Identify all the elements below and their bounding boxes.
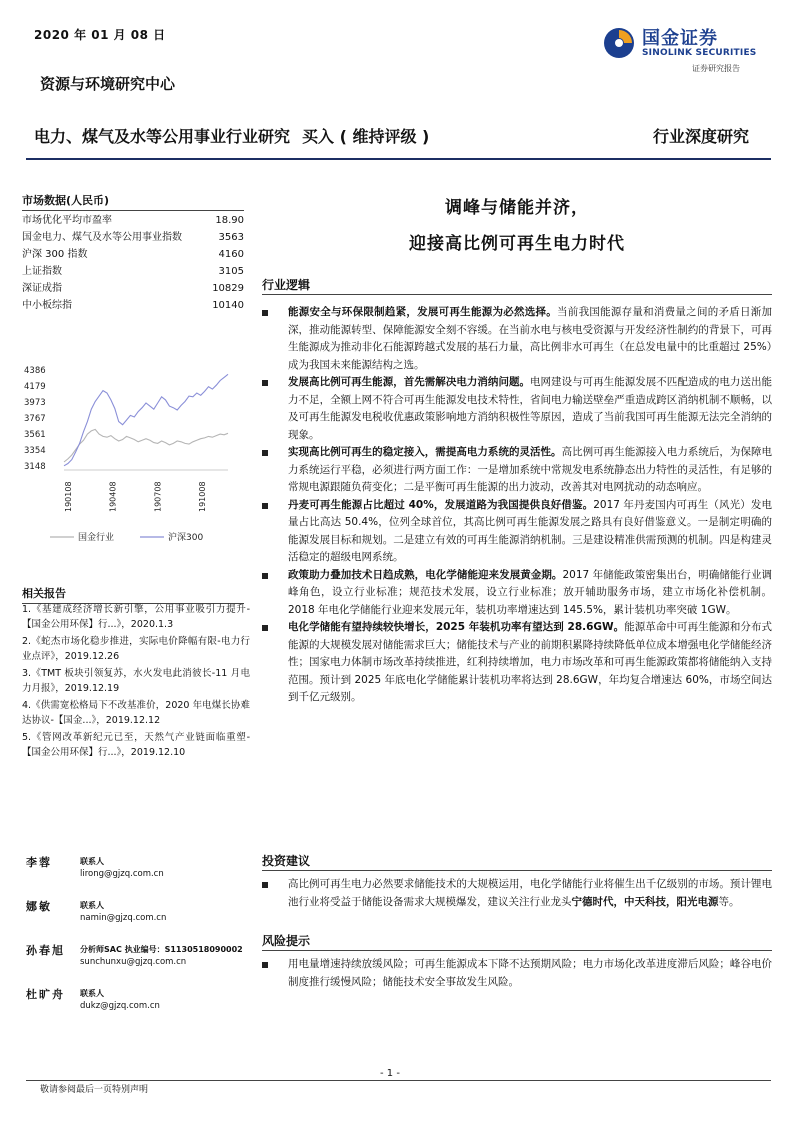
series-line-hs300 [64,374,228,466]
header-divider [26,158,771,160]
related-reports-list [22,602,250,762]
report-date: 2020 年 01 月 08 日 [34,28,166,42]
market-value: 3105 [218,266,244,277]
market-row [22,213,244,228]
analyst-entry [22,986,262,1030]
bullet-text: 高比例可再生能源接入电力系统后，为保障电力系统运行平稳，必须进行两方面工作：一是增加系统中常规发电系统静态出力特性的灵活性，有足够的常规电源跟随负荷变化；二是平衡可再生能源的出力波动，改善其对电网扰动的动态响应。 [288,446,772,493]
y-tick-label: 3561 [24,430,46,440]
related-report-item[interactable]: 5.《管网改革新纪元已至，天然气产业链面临重塑-【国金公用环保】行...》，2019.12.10 [22,732,250,758]
bullet-text: 2017 年丹麦国内可再生（风光）发电量占比高达 50.4%，位列全球首位，其高比例可再生能源发展之路具有良好借鉴意义。一是制定明确的能源发展目标和规划。二是建立有效的可再生能源消纳机制。三是建设精准供需预测的机制。四是构建灵活稳定的超级电网系统。 [288,498,772,563]
market-label: 中小板综指 [22,300,72,311]
bullet-square-icon [262,310,268,316]
market-label: 国金电力、煤气及水等公用事业指数 [22,232,182,243]
section-divider [262,870,772,871]
bullet-text: 电网建设与可再生能源发展不匹配造成的电力送出能力不足，全额上网不符合可再生能源发电技术特性，省间电力输送壁垒严重造成跨区消纳机制不顺畅，以及可再生能源发电税收优惠政策影响地方消纳积极性等原因，造成了当前我国可再生能源无法完全消纳的现象。 [288,376,773,441]
logic-bullets [262,304,772,707]
report-type-label: 证券研究报告 [692,64,740,73]
bullet-lead: 发展高比例可再生能源，首先需解决电力消纳问题。 [288,376,531,388]
report-category: 行业深度研究 [652,127,749,146]
bullet-square-icon [262,962,268,968]
sinolink-logo [602,24,762,68]
market-label: 市场优化平均市盈率 [22,215,112,226]
analyst-email[interactable]: dukz@gjzq.com.cn [80,1001,160,1011]
industry-name: 电力、煤气及水等公用事业行业研究 [34,127,291,146]
y-tick-label: 3148 [24,462,46,472]
market-label: 上证指数 [22,266,62,277]
logic-bullet [262,619,772,707]
invest-companies: 宁德时代，中天科技，阳光电源 [571,895,719,908]
x-tick-label: 190108 [64,481,73,512]
analyst-role: 分析师SAC 执业编号：S1130518090002 [80,945,243,954]
bullet-lead: 电化学储能有望持续较快增长，2025 年装机功率有望达到 28.6GW。 [288,621,625,633]
logic-bullet [262,374,772,444]
index-chart-svg [22,364,244,554]
risk-text: 用电量增速持续放缓风险；可再生能源成本下降不达预期风险；电力市场化改革进度滞后风险；峰谷电价制度推行缓慢风险；储能技术安全事故发生风险。 [288,958,772,988]
section-title-risk: 风险提示 [262,934,311,948]
invest-text: 高比例可再生电力必然要求储能技术的大规模运用，电化学储能行业将催生出千亿级别的市场。预计锂电池行业将受益于储能设备需求大规模爆发，建议关注行业龙头 [288,878,772,908]
legend-label-hs300: 沪深300 [168,533,204,543]
market-data-title: 市场数据(人民币) [22,192,244,211]
report-title-line2: 迎接高比例可再生电力时代 [409,234,625,254]
analyst-name: 杜旷舟 [26,988,65,1001]
bullet-square-icon [262,380,268,386]
bullet-square-icon [262,573,268,579]
logic-bullet [262,567,772,620]
logo-text-en: SINOLINK SECURITIES [642,48,757,58]
market-row [22,247,244,262]
bullet-text: 当前我国能源存量和消费量之间的矛盾日渐加深，推动能源转型、保障能源安全刻不容缓。在当前水电与核电受资源与开发经济性制约的背景下，可再生能源成为推动非化石能源跨越式发展的基石力量，高比例非水可再生（在总发电量中的比重超过 25%）成为我国未来能源结构之选。 [288,306,773,371]
y-tick-label: 4179 [24,382,46,392]
x-tick-label: 190408 [108,481,118,512]
section-title-invest: 投资建议 [262,854,311,868]
industry-line [34,124,429,147]
research-center: 资源与环境研究中心 [40,75,176,93]
market-label: 沪深 300 指数 [22,249,88,260]
invest-bullets [262,876,772,911]
logic-bullet [262,497,772,567]
logic-bullet [262,304,772,374]
y-tick-label: 4386 [24,366,46,376]
market-value: 10829 [212,283,244,294]
market-value: 18.90 [215,215,244,226]
section-divider [262,950,772,951]
analyst-name: 孙春旭 [26,944,65,957]
invest-text-end: 等。 [718,895,740,908]
analyst-role: 联系人 [80,857,104,866]
bullet-text: 2017 年储能政策密集出台，明确储能行业调峰角色，设立行业标准；规范技术发展，设立行业标准；放开辅助服务市场，建立市场化补偿机制。2018 年电化学储能行业迎来发展元年，装机功率增速达到 145.5%，累计装机功率突破 1GW。 [288,568,773,616]
section-title-logic: 行业逻辑 [262,278,311,292]
related-report-item[interactable]: 3.《TMT 板块引领复苏，水火发电此消彼长-11 月电力月报》，2019.12.19 [22,668,250,694]
rating: 买入 ( 维持评级 ) [302,127,430,146]
bullet-square-icon [262,450,268,456]
analyst-email[interactable]: lirong@gjzq.com.cn [80,869,164,879]
market-value: 4160 [218,249,244,260]
market-row [22,298,244,313]
market-row [22,264,244,279]
bullet-square-icon [262,882,268,888]
market-data-panel [22,192,244,313]
x-tick-label: 191008 [198,481,207,512]
y-tick-label: 3354 [24,446,46,456]
footer-divider [26,1080,771,1081]
analyst-entry [22,854,262,898]
y-tick-label: 3973 [24,398,46,408]
legend-label-industry: 国金行业 [78,533,115,543]
disclaimer-note: 敬请参阅最后一页特别声明 [40,1085,149,1095]
page-number: - 1 - [380,1068,400,1079]
bullet-square-icon [262,625,268,631]
analyst-role: 联系人 [80,901,104,910]
analyst-name: 娜敏 [26,900,52,913]
bullet-square-icon [262,503,268,509]
analyst-entry [22,942,262,986]
bullet-lead: 丹麦可再生能源占比超过 40%，发展道路为我国提供良好借鉴。 [288,498,594,511]
logo-text-cn: 国金证券 [642,28,718,49]
analyst-role: 联系人 [80,989,104,998]
related-report-item[interactable]: 2.《蛇杰市场化稳步推进，实际电价降幅有限-电力行业点评》，2019.12.26 [22,636,250,662]
related-report-item[interactable]: 4.《供需宽松格局下不改基准价，2020 年电煤长协难达协议-【国金...》，2019.12.12 [22,700,250,726]
section-divider [262,294,772,295]
market-label: 深证成指 [22,283,62,294]
analyst-name: 李蓉 [26,856,52,869]
bullet-lead: 政策助力叠加技术日趋成熟，电化学储能迎来发展黄金期。 [288,568,563,581]
sinolink-logo-icon [602,26,636,60]
index-chart [22,364,244,554]
bullet-text: 能源革命中可再生能源和分布式能源的大规模发展对储能需求巨大；储能技术与产业的前期积累降持续降低单位成本增强电化学储能经济性；国家电力体制市场改革持续推进，红利持续增加，电力市场改革和可再生能源政策都将储能纳入支持范围。预计到 2025 年底电化学储能累计装机功率将达到 28.6GW，年均复合增速达 60%，市场空间达到千亿元级别。 [288,621,773,703]
analyst-email[interactable]: sunchunxu@gjzq.com.cn [80,957,187,967]
analyst-entry [22,898,262,942]
series-line-industry [64,429,228,462]
risk-bullets [262,956,772,991]
invest-bullet [262,876,772,911]
bullet-lead: 实现高比例可再生的稳定接入，需提高电力系统的灵活性。 [288,446,562,458]
y-tick-label: 3767 [24,414,46,424]
market-value: 3563 [218,232,244,243]
market-row [22,230,244,245]
related-reports-title: 相关报告 [22,585,244,604]
logic-bullet [262,444,772,497]
market-value: 10140 [212,300,244,311]
analyst-email[interactable]: namin@gjzq.com.cn [80,913,167,923]
bullet-lead: 能源安全与环保限制趋紧，发展可再生能源为必然选择。 [288,306,558,318]
analyst-list [22,854,262,1030]
market-row [22,281,244,296]
risk-bullet [262,956,772,991]
x-tick-label: 190708 [153,481,163,512]
report-title-line1: 调峰与储能并济， [445,198,589,218]
related-report-item[interactable]: 1.《基建成经济增长新引擎，公用事业吸引力提升-【国金公用环保】行...》，2020.1.3 [22,604,250,630]
